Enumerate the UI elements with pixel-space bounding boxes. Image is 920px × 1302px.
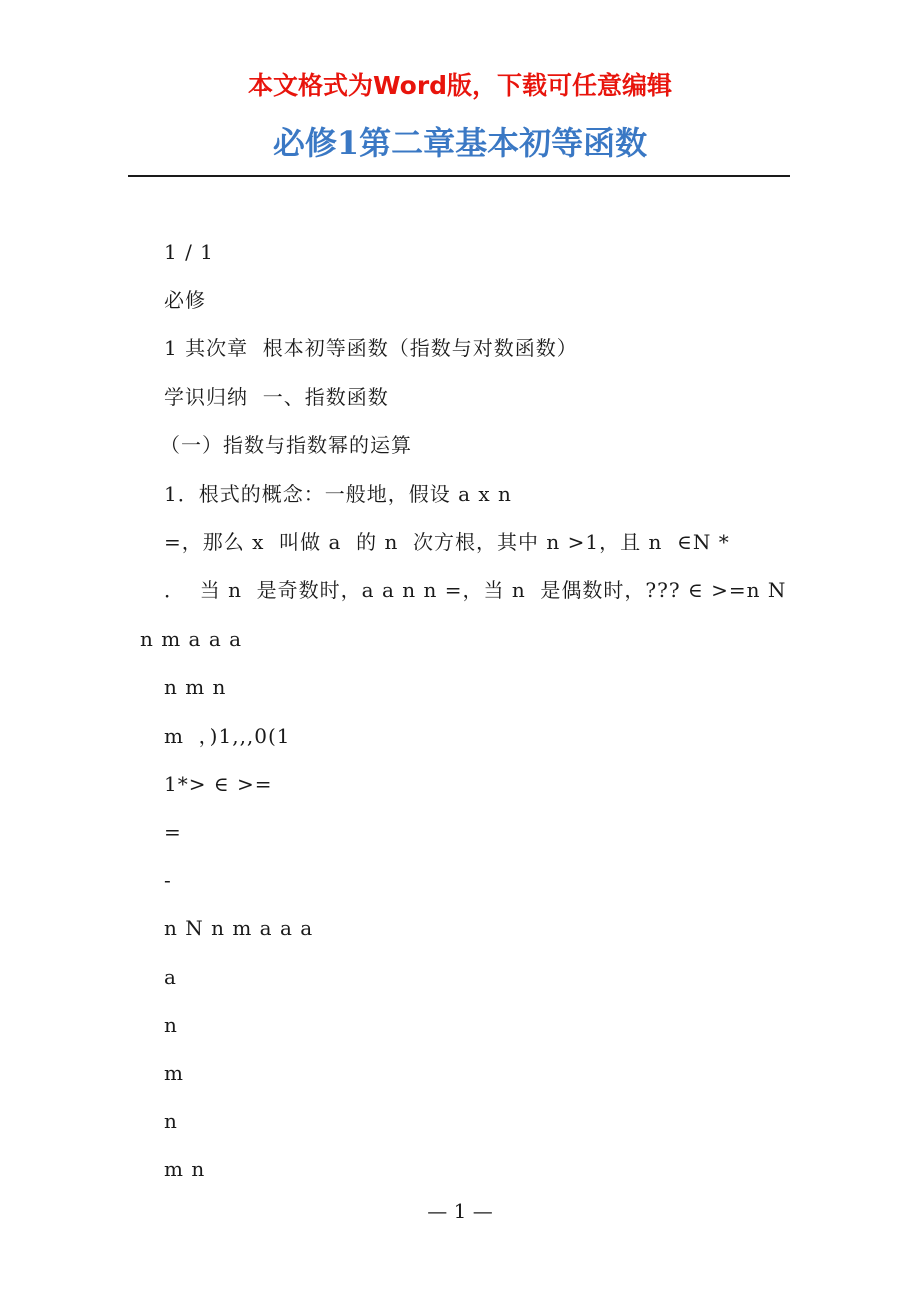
text-line: （一）指数与指数幂的运算: [160, 433, 412, 457]
text-line: 1 其次章 根本初等函数（指数与对数函数）: [164, 336, 578, 360]
text-line: m ，)1,,,0(1: [164, 724, 291, 748]
text-line: n N n m a a a: [164, 916, 314, 940]
text-line: =: [164, 820, 182, 844]
text-line: n m n: [164, 675, 227, 699]
text-line: ． 当 n 是奇数时，a a n n =，当 n 是偶数时，??? ∈ >=n N: [164, 578, 787, 602]
text-line: 1*> ∈ >=: [164, 772, 273, 796]
text-line: m: [164, 1061, 184, 1085]
text-line: m n: [164, 1157, 206, 1181]
text-line: a: [164, 965, 177, 989]
format-notice: 本文格式为Word版，下载可任意编辑: [247, 71, 673, 100]
text-line: -: [164, 868, 172, 892]
document-title: 必修1第二章基本初等函数: [272, 124, 648, 162]
text-line: 1 / 1: [164, 240, 214, 264]
title-divider: [128, 175, 790, 177]
text-line: 必修: [164, 288, 206, 312]
text-line: =，那么 x 叫做 a 的 n 次方根，其中 n >1，且 n ∈N *: [164, 530, 730, 554]
page-number: — 1 —: [427, 1199, 493, 1223]
text-line: n m a a a: [140, 627, 243, 651]
text-line: n: [164, 1109, 178, 1133]
text-line: n: [164, 1013, 178, 1037]
text-line: 1．根式的概念：一般地，假设 a x n: [164, 482, 512, 506]
text-line: 学识归纳 一、指数函数: [164, 385, 389, 409]
